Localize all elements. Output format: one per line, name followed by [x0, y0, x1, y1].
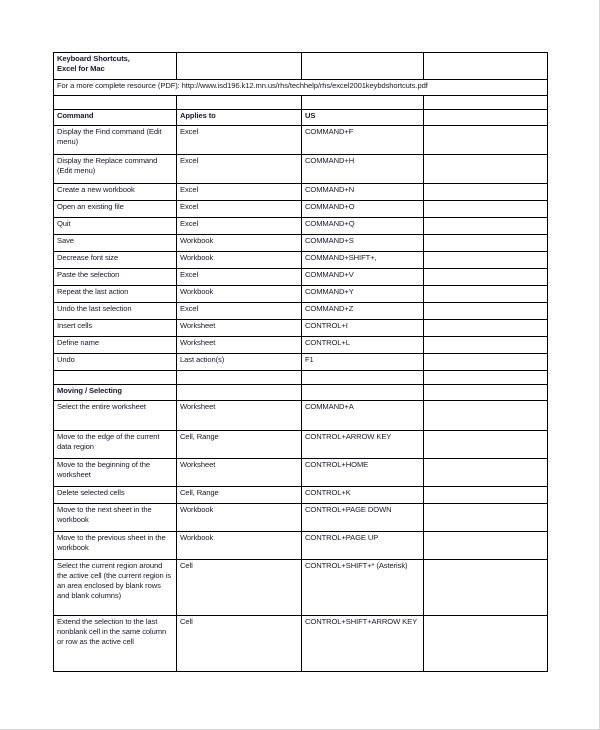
row-applies-to: Excel: [177, 201, 302, 218]
row-applies-to: Excel: [177, 126, 302, 155]
row-us: COMMAND+SHIFT+,: [302, 252, 424, 269]
row-command: Move to the previous sheet in the workbook: [54, 532, 177, 560]
title-line-2: Excel for Mac: [57, 64, 105, 74]
row-command: Display the Find command (Edit menu): [54, 126, 177, 155]
row-extra: [424, 303, 548, 320]
row-us: COMMAND+S: [302, 235, 424, 252]
row-command: Select the entire worksheet: [54, 401, 177, 431]
row-extra: [424, 337, 548, 354]
row-command: Insert cells: [54, 320, 177, 337]
table-row: [54, 401, 548, 431]
table-row: [54, 235, 548, 252]
row-us: COMMAND+N: [302, 184, 424, 201]
header-us: US: [302, 110, 424, 126]
document-title-cell: [54, 53, 177, 80]
row-us: CONTROL+PAGE DOWN: [302, 504, 424, 532]
row-extra: [424, 155, 548, 184]
resource-note-row: [54, 80, 548, 96]
spacer-row-1: [54, 96, 548, 110]
row-extra: [424, 235, 548, 252]
header-blank: [424, 110, 548, 126]
row-applies-to: Workbook: [177, 252, 302, 269]
spacer-cell-2-3: [302, 371, 424, 385]
spacer-cell-2-4: [424, 371, 548, 385]
row-command: Create a new workbook: [54, 184, 177, 201]
row-applies-to: Excel: [177, 303, 302, 320]
row-applies-to: Workbook: [177, 286, 302, 303]
shortcuts-sheet: [53, 52, 547, 672]
row-extra: [424, 269, 548, 286]
row-applies-to: Excel: [177, 155, 302, 184]
column-header-row: [54, 110, 548, 126]
table-body: [54, 53, 548, 672]
row-extra: [424, 184, 548, 201]
section-header-moving-selecting: [54, 385, 548, 401]
row-applies-to: Workbook: [177, 532, 302, 560]
section-empty-4: [424, 385, 548, 401]
table-row: [54, 431, 548, 459]
section-empty-3: [302, 385, 424, 401]
title-row-empty-4: [424, 53, 548, 80]
row-extra: [424, 320, 548, 337]
row-command: Open an existing file: [54, 201, 177, 218]
row-command: Display the Replace command (Edit menu): [54, 155, 177, 184]
table-row: [54, 337, 548, 354]
row-us: COMMAND+O: [302, 201, 424, 218]
row-command: Move to the beginning of the worksheet: [54, 459, 177, 487]
row-us: CONTROL+ARROW KEY: [302, 431, 424, 459]
row-us: COMMAND+Q: [302, 218, 424, 235]
row-applies-to: Excel: [177, 218, 302, 235]
row-extra: [424, 354, 548, 371]
table-row: [54, 320, 548, 337]
section-title: Moving / Selecting: [54, 385, 177, 401]
row-command: Move to the edge of the current data region: [54, 431, 177, 459]
row-extra: [424, 532, 548, 560]
row-applies-to: Worksheet: [177, 459, 302, 487]
row-us: COMMAND+Z: [302, 303, 424, 320]
table-row: [54, 303, 548, 320]
resource-note-cell: For a more complete resource (PDF): http://www.isd196.k12.mn.us/rhs/techhelp/rhs/excel2001keybdshortcuts.pdf: [54, 80, 548, 96]
row-us: CONTROL+PAGE UP: [302, 532, 424, 560]
row-command: Undo the last selection: [54, 303, 177, 320]
spacer-row-2: [54, 371, 548, 385]
table-row: [54, 532, 548, 560]
row-applies-to: Cell: [177, 560, 302, 616]
keyboard-shortcuts-table: [53, 52, 548, 672]
row-command: Select the current region around the active cell (the current region is an area enclosed by blank rows and blank columns): [54, 560, 177, 616]
table-row: [54, 126, 548, 155]
title-row: [54, 53, 548, 80]
table-row: [54, 354, 548, 371]
spacer-cell-2-2: [177, 371, 302, 385]
row-extra: [424, 218, 548, 235]
table-row: [54, 252, 548, 269]
header-applies-to: Applies to: [177, 110, 302, 126]
table-row: [54, 269, 548, 286]
row-command: Extend the selection to the last nonblank cell in the same column or row as the active cell: [54, 616, 177, 672]
section-empty-2: [177, 385, 302, 401]
row-applies-to: Worksheet: [177, 401, 302, 431]
row-us: CONTROL+K: [302, 487, 424, 504]
row-us: CONTROL+HOME: [302, 459, 424, 487]
table-row: [54, 184, 548, 201]
row-applies-to: Worksheet: [177, 337, 302, 354]
spacer-cell-1-3: [302, 96, 424, 110]
spacer-cell-1-4: [424, 96, 548, 110]
row-applies-to: Worksheet: [177, 320, 302, 337]
table-row: [54, 286, 548, 303]
row-command: Repeat the last action: [54, 286, 177, 303]
row-extra: [424, 252, 548, 269]
spacer-cell-2-1: [54, 371, 177, 385]
row-applies-to: Workbook: [177, 235, 302, 252]
title-line-1: Keyboard Shortcuts,: [57, 54, 130, 63]
row-extra: [424, 201, 548, 218]
row-command: Quit: [54, 218, 177, 235]
table-row: [54, 560, 548, 616]
row-extra: [424, 431, 548, 459]
row-applies-to: Cell: [177, 616, 302, 672]
row-command: Decrease font size: [54, 252, 177, 269]
row-applies-to: Excel: [177, 269, 302, 286]
row-extra: [424, 286, 548, 303]
row-extra: [424, 487, 548, 504]
row-command: Undo: [54, 354, 177, 371]
table-row: [54, 487, 548, 504]
row-us: COMMAND+V: [302, 269, 424, 286]
title-row-empty-3: [302, 53, 424, 80]
row-us: CONTROL+L: [302, 337, 424, 354]
row-applies-to: Workbook: [177, 504, 302, 532]
table-row: [54, 155, 548, 184]
row-us: F1: [302, 354, 424, 371]
row-extra: [424, 126, 548, 155]
row-us: COMMAND+A: [302, 401, 424, 431]
row-command: Paste the selection: [54, 269, 177, 286]
table-row: [54, 616, 548, 672]
row-us: CONTROL+SHIFT+ARROW KEY: [302, 616, 424, 672]
row-extra: [424, 459, 548, 487]
spacer-cell-1-1: [54, 96, 177, 110]
title-row-empty-2: [177, 53, 302, 80]
header-command: Command: [54, 110, 177, 126]
row-extra: [424, 616, 548, 672]
row-us: CONTROL+SHIFT+* (Asterisk): [302, 560, 424, 616]
spacer-cell-1-2: [177, 96, 302, 110]
row-us: COMMAND+Y: [302, 286, 424, 303]
row-extra: [424, 401, 548, 431]
row-applies-to: Cell, Range: [177, 487, 302, 504]
row-command: Save: [54, 235, 177, 252]
row-applies-to: Cell, Range: [177, 431, 302, 459]
row-command: Move to the next sheet in the workbook: [54, 504, 177, 532]
row-extra: [424, 560, 548, 616]
row-extra: [424, 504, 548, 532]
row-command: Define name: [54, 337, 177, 354]
table-row: [54, 201, 548, 218]
table-row: [54, 218, 548, 235]
row-applies-to: Last action(s): [177, 354, 302, 371]
table-row: [54, 504, 548, 532]
row-us: COMMAND+H: [302, 155, 424, 184]
table-row: [54, 459, 548, 487]
row-command: Delete selected cells: [54, 487, 177, 504]
row-us: COMMAND+F: [302, 126, 424, 155]
row-us: CONTROL+I: [302, 320, 424, 337]
row-applies-to: Excel: [177, 184, 302, 201]
